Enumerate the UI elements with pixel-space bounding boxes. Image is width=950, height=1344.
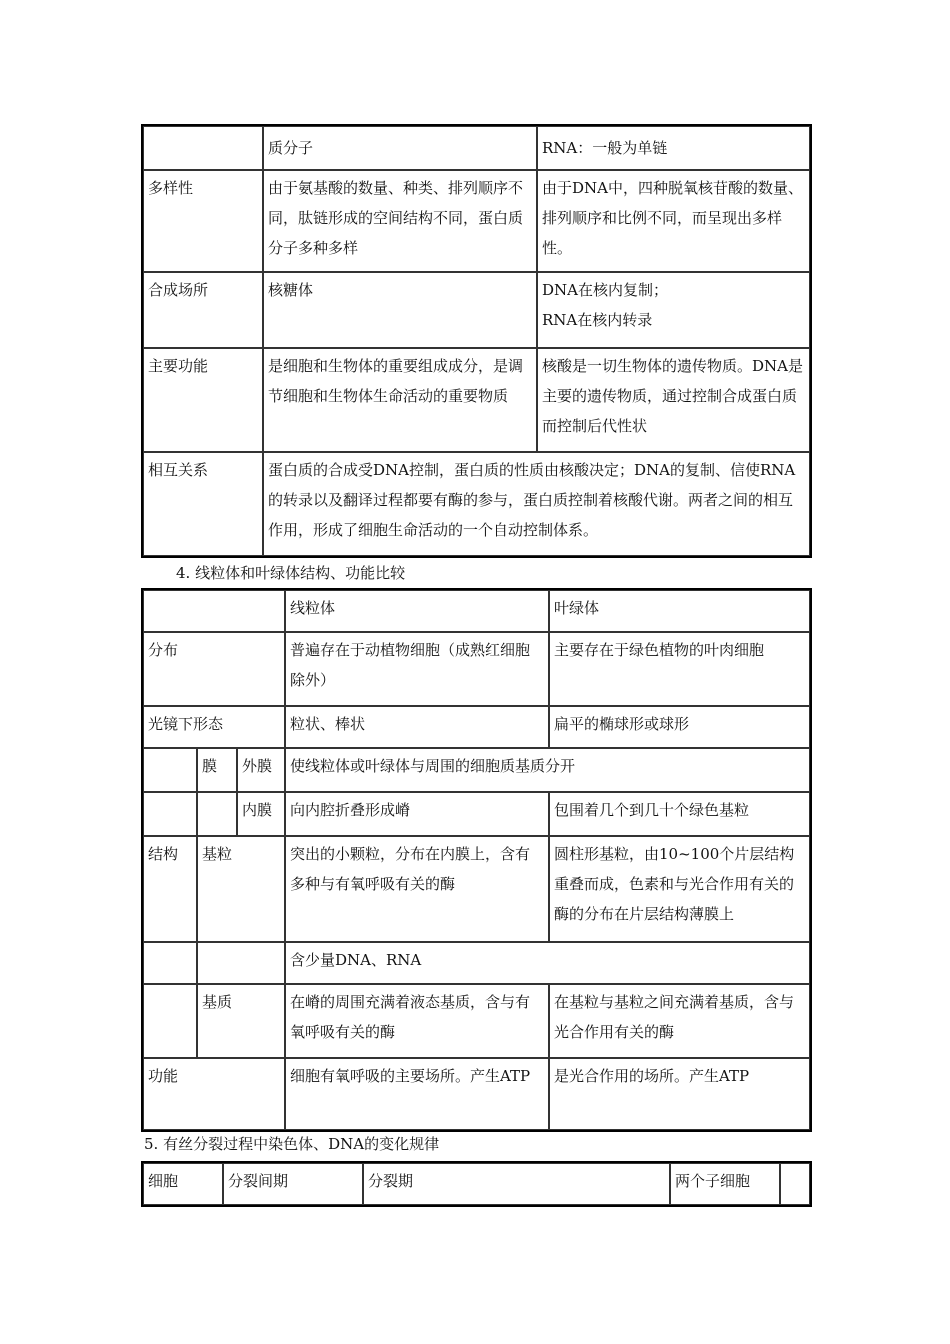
table-cell <box>143 590 285 632</box>
table-row <box>143 1058 810 1130</box>
table-row <box>143 984 810 1058</box>
table-cell: 线粒体 <box>285 590 549 632</box>
table-cell <box>197 792 237 836</box>
table-nucleic-protein-comparison <box>141 124 812 558</box>
table-cell <box>197 942 285 984</box>
table-cell: 由于氨基酸的数量、种类、排列顺序不同，肽链形成的空间结构不同，蛋白质分子多种多样 <box>263 170 537 272</box>
section-heading-5: 5. 有丝分裂过程中染色体、DNA的变化规律 <box>144 1135 440 1153</box>
table-cell: 基粒 <box>197 836 285 942</box>
table-cell: 在嵴的周围充满着液态基质，含与有氧呼吸有关的酶 <box>285 984 549 1058</box>
cell-line: RNA在核内转录 <box>542 311 653 329</box>
table-cell <box>143 748 197 792</box>
table-cell <box>143 792 197 836</box>
table-row <box>143 632 810 706</box>
table-row <box>143 348 810 452</box>
table-cell: 蛋白质的合成受DNA控制，蛋白质的性质由核酸决定；DNA的复制、信使RNA的转录以及翻译过程都要有酶的参与，蛋白质控制着核酸代谢。两者之间的相互作用，形成了细胞生命活动的一个自动控制体系。 <box>263 452 810 556</box>
table-cell: 分布 <box>143 632 285 706</box>
table-row <box>143 272 810 348</box>
table-cell <box>537 272 810 348</box>
table-cell: 分裂间期 <box>223 1163 363 1205</box>
table-row <box>143 748 810 792</box>
table-cell: 使线粒体或叶绿体与周围的细胞质基质分开 <box>285 748 810 792</box>
table-cell: RNA：一般为单链 <box>537 126 810 170</box>
table-row <box>143 126 810 170</box>
table-row <box>143 170 810 272</box>
table-cell: 向内腔折叠形成嵴 <box>285 792 549 836</box>
table-cell: 基质 <box>197 984 285 1058</box>
table-cell: 突出的小颗粒，分布在内膜上，含有多种与有氧呼吸有关的酶 <box>285 836 549 942</box>
table-cell: 功能 <box>143 1058 285 1130</box>
table-cell <box>143 984 197 1058</box>
table-cell: 是细胞和生物体的重要组成成分，是调节细胞和生物体生命活动的重要物质 <box>263 348 537 452</box>
table-cell: 两个子细胞 <box>670 1163 780 1205</box>
table-row <box>143 590 810 632</box>
section-heading-4: 4. 线粒体和叶绿体结构、功能比较 <box>176 564 406 582</box>
cell-line: DNA在核内复制； <box>542 281 668 299</box>
table-row <box>143 452 810 556</box>
table-cell: 核酸是一切生物体的遗传物质。DNA是主要的遗传物质，通过控制合成蛋白质而控制后代性状 <box>537 348 810 452</box>
table-row <box>143 942 810 984</box>
table-cell <box>143 942 197 984</box>
table-cell: 由于DNA中，四种脱氧核苷酸的数量、排列顺序和比例不同，而呈现出多样性。 <box>537 170 810 272</box>
table-cell: 核糖体 <box>263 272 537 348</box>
table-cell: 扁平的椭球形或球形 <box>549 706 810 748</box>
table-cell: 多样性 <box>143 170 263 272</box>
table-cell: 光镜下形态 <box>143 706 285 748</box>
table-row <box>143 1163 810 1205</box>
table-row <box>143 706 810 748</box>
table-cell: 分裂期 <box>363 1163 670 1205</box>
table-cell: 主要功能 <box>143 348 263 452</box>
table-cell: 包围着几个到几十个绿色基粒 <box>549 792 810 836</box>
table-cell: 主要存在于绿色植物的叶肉细胞 <box>549 632 810 706</box>
table-row <box>143 836 810 942</box>
table-cell: 在基粒与基粒之间充满着基质，含与光合作用有关的酶 <box>549 984 810 1058</box>
table-cell: 膜 <box>197 748 237 792</box>
table-mitosis <box>141 1161 812 1207</box>
table-cell: 含少量DNA、RNA <box>285 942 810 984</box>
table-cell: 相互关系 <box>143 452 263 556</box>
table-cell: 内膜 <box>237 792 285 836</box>
table-cell: 细胞 <box>143 1163 223 1205</box>
table-cell: 合成场所 <box>143 272 263 348</box>
table-cell: 叶绿体 <box>549 590 810 632</box>
table-cell: 细胞有氧呼吸的主要场所。产生ATP <box>285 1058 549 1130</box>
table-cell <box>143 126 263 170</box>
table-cell: 圆柱形基粒，由10~100个片层结构重叠而成，色素和与光合作用有关的酶的分布在片层结构薄膜上 <box>549 836 810 942</box>
table-cell: 粒状、棒状 <box>285 706 549 748</box>
table-cell: 外膜 <box>237 748 285 792</box>
table-cell: 结构 <box>143 836 197 942</box>
table-mito-chloro-comparison <box>141 588 812 1132</box>
table-row <box>143 792 810 836</box>
table-cell: 普遍存在于动植物细胞（成熟红细胞除外） <box>285 632 549 706</box>
table-cell: 质分子 <box>263 126 537 170</box>
table-cell: 是光合作用的场所。产生ATP <box>549 1058 810 1130</box>
table-cell <box>780 1163 810 1205</box>
